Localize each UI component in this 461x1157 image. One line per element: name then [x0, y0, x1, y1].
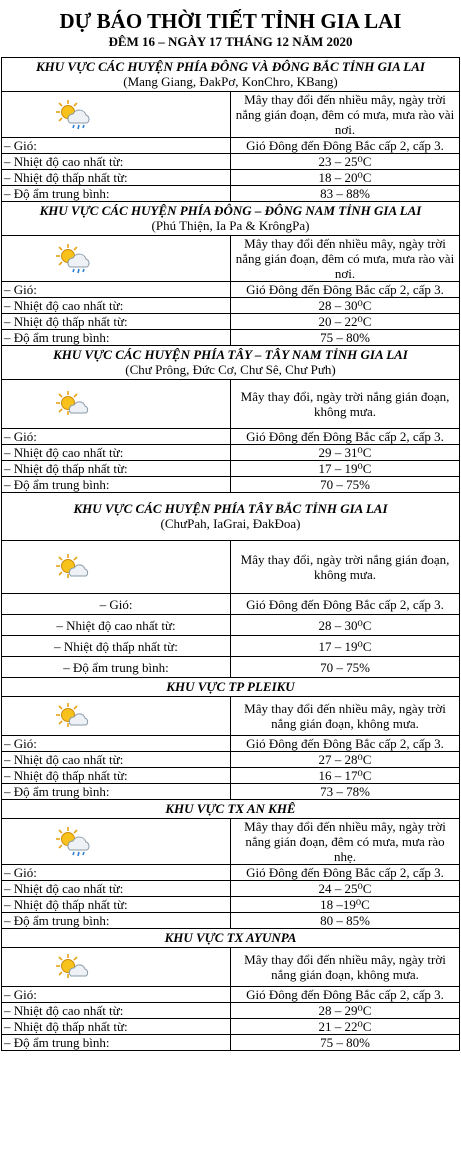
region-title: KHU VỰC CÁC HUYỆN PHÍA TÂY BẮC TỈNH GIA LAI [73, 501, 388, 516]
humidity-value: 75 – 80% [231, 330, 460, 346]
region-districts: (Chư Prông, Đức Cơ, Chư Sê, Chư Pưh) [125, 362, 336, 377]
weather-icon-cell [2, 380, 231, 429]
humidity-label: – Độ ẩm trung bình: [2, 186, 231, 202]
wind-value: Gió Đông đến Đông Bắc cấp 2, cấp 3. [231, 736, 460, 752]
humidity-value: 80 – 85% [231, 913, 460, 929]
region-title: KHU VỰC CÁC HUYỆN PHÍA ĐÔNG VÀ ĐÔNG BẮC TỈNH GIA LAI [36, 59, 425, 74]
sun-cloud-icon [56, 553, 92, 581]
region-block [2, 678, 460, 800]
region-header [2, 202, 460, 236]
humidity-value: 70 – 75% [231, 657, 460, 678]
temp-max-value: 24 – 25⁰C [231, 881, 460, 897]
humidity-value: 73 – 78% [231, 784, 460, 800]
temp-min-label: – Nhiệt độ thấp nhất từ: [2, 314, 231, 330]
temp-max-label: – Nhiệt độ cao nhất từ: [2, 445, 231, 461]
temp-max-value: 28 – 30⁰C [231, 615, 460, 636]
wind-label: – Gió: [2, 138, 231, 154]
region-districts: (ChưPah, IaGrai, ĐakĐoa) [160, 516, 301, 531]
temp-max-label: – Nhiệt độ cao nhất từ: [2, 752, 231, 768]
weather-icon-cell [2, 697, 231, 736]
wind-value: Gió Đông đến Đông Bắc cấp 2, cấp 3. [231, 594, 460, 615]
temp-max-label: – Nhiệt độ cao nhất từ: [2, 1003, 231, 1019]
weather-description: Mây thay đổi đến nhiều mây, ngày trời nắng gián đoạn, đêm có mưa, mưa rào nhẹ. [231, 819, 460, 865]
temp-max-label: – Nhiệt độ cao nhất từ: [2, 615, 231, 636]
weather-description: Mây thay đổi, ngày trời nắng gián đoạn, không mưa. [231, 380, 460, 429]
temp-max-value: 28 – 29⁰C [231, 1003, 460, 1019]
forecast-table [1, 57, 460, 1051]
region-title: KHU VỰC CÁC HUYỆN PHÍA ĐÔNG – ĐÔNG NAM TỈNH GIA LAI [39, 203, 422, 218]
temp-min-label: – Nhiệt độ thấp nhất từ: [2, 461, 231, 477]
sun-cloud-icon [56, 390, 92, 418]
temp-min-value: 17 – 19⁰C [231, 636, 460, 657]
wind-value: Gió Đông đến Đông Bắc cấp 2, cấp 3. [231, 282, 460, 298]
sun-cloud-rain-icon [56, 826, 94, 858]
weather-icon-cell [2, 819, 231, 865]
region-districts: (Phú Thiện, Ia Pa & KrôngPa) [151, 218, 310, 233]
region-block [2, 493, 460, 678]
region-block [2, 58, 460, 202]
temp-min-value: 21 – 22⁰C [231, 1019, 460, 1035]
wind-label: – Gió: [2, 282, 231, 298]
weather-description: Mây thay đổi đến nhiều mây, ngày trời nắng gián đoạn, không mưa. [231, 697, 460, 736]
weather-icon-cell [2, 541, 231, 594]
weather-description: Mây thay đổi đến nhiều mây, ngày trời nắng gián đoạn, đêm có mưa, mưa rào vài nơi. [231, 236, 460, 282]
region-header [2, 346, 460, 380]
region-header [2, 929, 460, 948]
temp-max-value: 27 – 28⁰C [231, 752, 460, 768]
weather-description: Mây thay đổi, ngày trời nắng gián đoạn, không mưa. [231, 541, 460, 594]
region-title: KHU VỰC CÁC HUYỆN PHÍA TÂY – TÂY NAM TỈNH GIA LAI [53, 347, 408, 362]
humidity-label: – Độ ẩm trung bình: [2, 913, 231, 929]
wind-label: – Gió: [2, 736, 231, 752]
sun-cloud-icon [56, 702, 92, 730]
humidity-label: – Độ ẩm trung bình: [2, 784, 231, 800]
weather-description: Mây thay đổi đến nhiều mây, ngày trời nắng gián đoạn, không mưa. [231, 948, 460, 987]
wind-label: – Gió: [2, 594, 231, 615]
humidity-value: 70 – 75% [231, 477, 460, 493]
page-title: DỰ BÁO THỜI TIẾT TỈNH GIA LAI [59, 9, 402, 33]
region-header [2, 58, 460, 92]
sun-cloud-rain-icon [56, 243, 94, 275]
wind-value: Gió Đông đến Đông Bắc cấp 2, cấp 3. [231, 138, 460, 154]
wind-label: – Gió: [2, 987, 231, 1003]
temp-min-value: 17 – 19⁰C [231, 461, 460, 477]
temp-min-label: – Nhiệt độ thấp nhất từ: [2, 1019, 231, 1035]
humidity-value: 83 – 88% [231, 186, 460, 202]
wind-label: – Gió: [2, 429, 231, 445]
weather-description: Mây thay đổi đến nhiều mây, ngày trời nắng gián đoạn, đêm có mưa, mưa rào vài nơi. [231, 92, 460, 138]
wind-value: Gió Đông đến Đông Bắc cấp 2, cấp 3. [231, 429, 460, 445]
sun-cloud-icon [56, 953, 92, 981]
report-header [0, 0, 461, 50]
temp-min-label: – Nhiệt độ thấp nhất từ: [2, 170, 231, 186]
temp-max-label: – Nhiệt độ cao nhất từ: [2, 881, 231, 897]
humidity-label: – Độ ẩm trung bình: [2, 1035, 231, 1051]
wind-label: – Gió: [2, 865, 231, 881]
weather-icon-cell [2, 948, 231, 987]
wind-value: Gió Đông đến Đông Bắc cấp 2, cấp 3. [231, 987, 460, 1003]
humidity-label: – Độ ẩm trung bình: [2, 657, 231, 678]
temp-max-value: 29 – 31⁰C [231, 445, 460, 461]
region-block [2, 202, 460, 346]
wind-value: Gió Đông đến Đông Bắc cấp 2, cấp 3. [231, 865, 460, 881]
region-title: KHU VỰC TP PLEIKU [166, 679, 295, 694]
region-districts: (Mang Giang, ĐakPơ, KonChro, KBang) [123, 74, 338, 89]
temp-max-value: 23 – 25⁰C [231, 154, 460, 170]
region-block [2, 929, 460, 1051]
weather-icon-cell [2, 236, 231, 282]
region-header [2, 800, 460, 819]
region-header [2, 493, 460, 541]
region-block [2, 800, 460, 929]
temp-min-value: 20 – 22⁰C [231, 314, 460, 330]
temp-max-label: – Nhiệt độ cao nhất từ: [2, 154, 231, 170]
sun-cloud-rain-icon [56, 99, 94, 131]
weather-icon-cell [2, 92, 231, 138]
temp-min-value: 16 – 17⁰C [231, 768, 460, 784]
humidity-value: 75 – 80% [231, 1035, 460, 1051]
temp-min-value: 18 – 20⁰C [231, 170, 460, 186]
region-header [2, 678, 460, 697]
region-title: KHU VỰC TX AN KHÊ [165, 801, 296, 816]
temp-max-value: 28 – 30⁰C [231, 298, 460, 314]
temp-min-value: 18 –19⁰C [231, 897, 460, 913]
page-subtitle: ĐÊM 16 – NGÀY 17 THÁNG 12 NĂM 2020 [108, 34, 353, 49]
temp-max-label: – Nhiệt độ cao nhất từ: [2, 298, 231, 314]
humidity-label: – Độ ẩm trung bình: [2, 330, 231, 346]
region-block [2, 346, 460, 493]
temp-min-label: – Nhiệt độ thấp nhất từ: [2, 636, 231, 657]
temp-min-label: – Nhiệt độ thấp nhất từ: [2, 768, 231, 784]
region-title: KHU VỰC TX AYUNPA [164, 930, 297, 945]
temp-min-label: – Nhiệt độ thấp nhất từ: [2, 897, 231, 913]
humidity-label: – Độ ẩm trung bình: [2, 477, 231, 493]
